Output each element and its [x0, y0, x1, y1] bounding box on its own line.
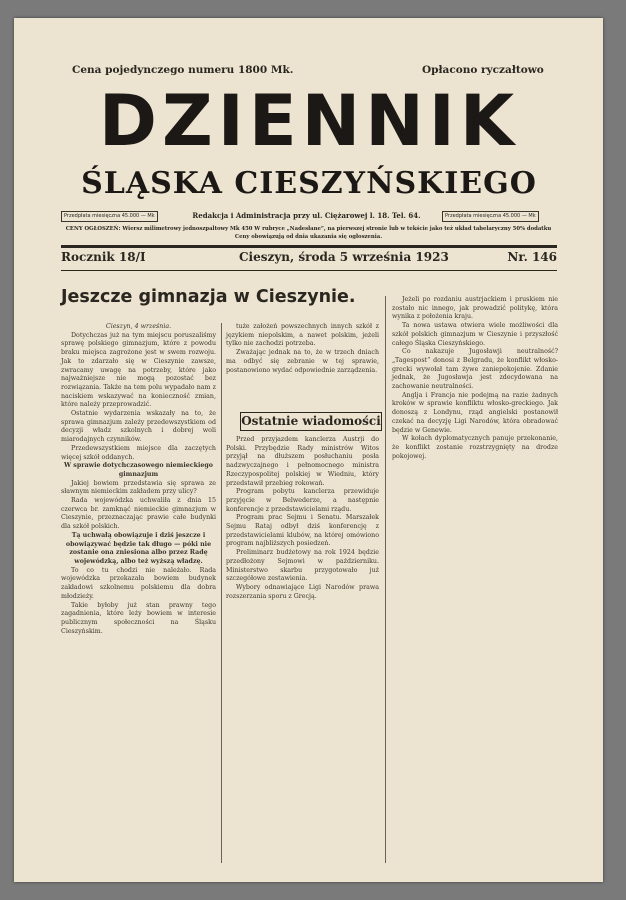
paragraph: W kołach dyplomatycznych panuje przekonanie, że konflikt zostanie rozstrzygnięty na drodze pokojowej.	[392, 435, 558, 460]
masthead-subtitle: ŚLĄSKA CIESZYŃSKIEGO	[81, 166, 537, 201]
news-item: Preliminarz budżetowy na rok 1924 będzie przedłożony Sejmowi w październiku. Ministerstwo skarbu przygotowało już szczegółowe zestawienia.	[226, 549, 379, 583]
ads-notice: CENY OGŁOSZEŃ: Wiersz milimetrowy jednoszpaltowy Mk 450 W rubryce „Nadesłane“, na pierwszej stronie lub w tekście jako też układ tabelaryczny 50% dodatku Ceny obowiązują od dnia ukazania się ogłoszenia.	[65, 226, 552, 240]
issue-row	[61, 250, 557, 268]
paragraph: To co tu chodzi nie należało. Rada wojewódzka przekazała bowiem budynek zakładowi szkolnemu polskiemu dla dobra młodzieży.	[61, 566, 216, 600]
paid-line: Opłacono ryczałtowo	[422, 64, 544, 76]
volume-label: Rocznik 18/I	[61, 250, 146, 264]
article-column-2	[226, 323, 379, 375]
news-item: Program prac Sejmu i Senatu. Marszałek Sejmu Rataj odbył dziś konferencję z przedstawicielami klubów, na której omówiono program najbliższych posiedzeń.	[226, 514, 379, 548]
subscription-box-right: Przedpłata miesięczna 45.000 — Mk	[442, 211, 539, 222]
newspaper-page	[14, 18, 603, 882]
price-line: Cena pojedynczego numeru 1800 Mk.	[72, 64, 294, 76]
news-column	[226, 436, 379, 601]
paragraph: Ostatnie wydarzenia wskazały na to, że sprawa gimnazjum zależy przedewszystkiem od decyzji władz szkolnych i dobrej woli miarodajnych czynników.	[61, 410, 216, 444]
article-column-1	[61, 323, 216, 636]
paragraph: Jakiej bowiem przedstawia się sprawa ze sławnym niemieckim zakładem przy ulicy?	[61, 479, 216, 496]
paragraph: Rada wojewódzka uchwaliła z dnia 15 czerwca br. zamknąć niemieckie gimnazjum w Cieszynie, przeznaczając prawie całe budynki dla szkół polskich.	[61, 497, 216, 531]
article-headline: Jeszcze gimnazja w Cieszynie.	[61, 287, 356, 307]
news-item: Wybory odnawiające Ligi Narodów prawa rozszerzania sporu z Grecją.	[226, 583, 379, 600]
column-divider	[221, 323, 222, 863]
news-item: Program pobytu kanclerza przewiduje przyjęcie w Belwederze, a następnie konferencje z przedstawicielami rządu.	[226, 488, 379, 513]
news-item: Przed przyjazdem kanclerza Austrji do Polski. Przybędzie Rady ministrów Witos przyjął na dłuższem posłuchaniu posła nadzwyczajnego i pełnomocnego ministra Rzeczypospolitej polskiej w Wiedniu, który przedstawił przebieg rokowań.	[226, 436, 379, 487]
paragraph: Ta nowa ustawa otwiera wiele możliwości dla szkół polskich gimnazjum w Cieszynie i przyszłość całego Śląska Cieszyńskiego.	[392, 322, 558, 347]
subscription-box-left: Przedpłata miesięczna 45.000 — Mk	[61, 211, 158, 222]
subheading: W sprawie dotychczasowego niemieckiego gimnazjum	[64, 462, 213, 478]
issue-rule	[61, 270, 557, 271]
paragraph: Zważając jednak na to, że w trzech dniach ma odbyć się zebranie w tej sprawie, postanowiono wydać odpowiednie zarządzenia.	[226, 349, 379, 374]
dateline: Cieszyn, 4 września.	[105, 323, 172, 330]
paragraph: Dotychczas już na tym miejscu poruszaliśmy sprawę polskiego gimnazjum, które z powodu braku miejsca zagrożone jest w swem rozwoju. Jak to zdarzało się w Cieszynie zawsze, zwracamy uwagę na potrzeby, które jako najważniejsze nie mogą pozostać bez rozwiązania. Także na tem polu wypadało nam z naciskiem wskazywać na konieczność zmian, które należy przeprowadzić.	[61, 331, 216, 409]
article-column-3	[392, 296, 558, 461]
paragraph: Przedewszystkiem miejsce dla zaczętych więcej szkół oddanych.	[61, 444, 216, 461]
issue-number: Nr. 146	[507, 250, 557, 264]
paragraph: tuże założeń powszechnych innych szkół z językiem niepolskim, a nawet polskim, jeżeli tylko nie zachodzi potrzeba.	[226, 323, 379, 348]
paragraph: Anglja i Francja nie podejmą na razie żadnych kroków w sprawie konfliktu włosko-greckiego. Jak donoszą z Londynu, rząd angielski postanowił czekać na decyzję Ligi Narodów, która obradować będzie w Genewie.	[392, 391, 558, 434]
paragraph: Jeżeli po rozdaniu austrjackiem i pruskiem nie zostało nic innego, jak prowadzić politykę, która wynika z położenia kraju.	[392, 296, 558, 321]
column-divider	[385, 296, 386, 863]
header-rule	[61, 245, 557, 248]
editorial-address: Redakcja i Administracja przy ul. Ciężarowej l. 18. Tel. 64.	[192, 211, 421, 220]
issue-date: Cieszyn, środa 5 września 1923	[239, 250, 449, 264]
paragraph: Takie byłoby już stan prawny tego zagadnienia, które leży bowiem w interesie publicznym społeczności na Śląsku Cieszyńskim.	[61, 601, 216, 635]
news-section-heading: Ostatnie wiadomości	[240, 412, 382, 431]
masthead-title: DZIENNIK	[98, 80, 520, 162]
subheading: Tą uchwałą obowiązuje i dziś jeszcze i obowiązywać będzie tak długo — póki nie zostanie ona zniesiona albo przez Radę wojewódzką, albo też wyższą władzę.	[65, 531, 212, 565]
paragraph: Co nakazuje Jugosławji neutralność? „Tagespost“ donosi z Belgradu, że konflikt włosko-grecki wywołał tam żywe zaniepokojenie. Zdanie jednak, że Jugosławja jest zdecydowana na zachowanie neutralności.	[392, 348, 558, 391]
